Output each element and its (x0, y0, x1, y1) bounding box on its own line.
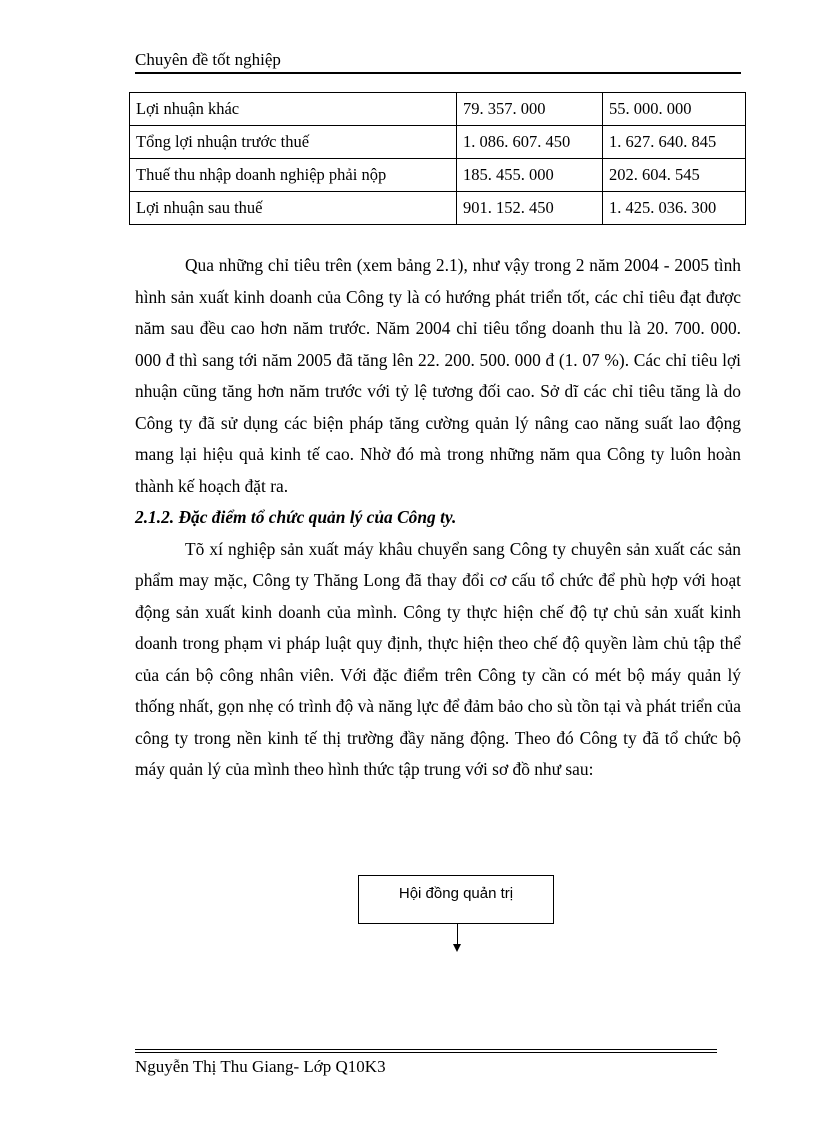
footer-divider-bottom (135, 1052, 717, 1053)
table-cell-2005: 1. 627. 640. 845 (603, 126, 746, 159)
financial-table (129, 92, 746, 225)
table-cell-2004: 901. 152. 450 (457, 192, 603, 225)
footer-divider-top (135, 1049, 717, 1050)
table-row (130, 159, 746, 192)
table-cell-2004: 185. 455. 000 (457, 159, 603, 192)
paragraph-organization: Tõ xí nghiệp sản xuất máy khâu chuyển sang Công ty chuyên sản xuất các sản phẩm may mặc, Công ty Thăng Long đã thay đổi cơ cấu tổ chức để phù hợp với hoạt động sản xuất kinh doanh của mình. Công ty thực hiện chế độ tự chủ sản xuất kinh doanh trong phạm vi pháp luật quy định, thực hiện theo chế độ quyền làm chủ tập thể của cán bộ công nhân viên. Với đặc điểm trên Công ty cần có mét bộ máy quản lý thống nhất, gọn nhẹ có trình độ và năng lực để đảm bảo cho sù tồn tại và phát triển của công ty trong nền kinh tế thị trường đầy năng động. Theo đó Công ty đã tổ chức bộ máy quản lý của mình theo hình thức tập trung với sơ đồ như sau: (135, 538, 741, 779)
table-cell-label: Lợi nhuận sau thuế (130, 192, 457, 225)
table-cell-label: Thuế thu nhập doanh nghiệp phải nộp (130, 159, 457, 192)
paragraph-analysis: Qua những chỉ tiêu trên (xem bảng 2.1), như vậy trong 2 năm 2004 - 2005 tình hình sản xuất kinh doanh của Công ty là có hướng phát triển tốt, các chỉ tiêu đạt được năm sau đều cao hơn năm trước. Năm 2004 chỉ tiêu tổng doanh thu là 20. 700. 000. 000 đ thì sang tới năm 2005 đã tăng lên 22. 200. 500. 000 đ (1. 07 %). Các chỉ tiêu lợi nhuận cũng tăng hơn năm trước với tỷ lệ tương đối cao. Sở dĩ các chỉ tiêu tăng là do Công ty đã sử dụng các biện pháp tăng cường quản lý nâng cao năng suất lao động mang lại hiệu quả kinh tế cao. Nhờ đó mà trong những năm qua Công ty luôn hoàn thành kế hoạch đặt ra. (135, 255, 741, 496)
table-row (130, 93, 746, 126)
body-text (135, 250, 741, 786)
table-cell-label: Tổng lợi nhuận trước thuế (130, 126, 457, 159)
org-chart-arrow-line (457, 924, 458, 944)
section-heading: 2.1.2. Đặc điểm tổ chức quản lý của Công ty. (135, 507, 457, 527)
org-chart-arrow-head (453, 944, 461, 952)
table-cell-label: Lợi nhuận khác (130, 93, 457, 126)
table-cell-2004: 79. 357. 000 (457, 93, 603, 126)
table-row (130, 126, 746, 159)
org-chart-board-box: Hội đồng quản trị (358, 875, 554, 924)
page-footer: Nguyễn Thị Thu Giang- Lớp Q10K3 (135, 1057, 386, 1076)
table-cell-2004: 1. 086. 607. 450 (457, 126, 603, 159)
table-cell-2005: 55. 000. 000 (603, 93, 746, 126)
table-row (130, 192, 746, 225)
table-cell-2005: 1. 425. 036. 300 (603, 192, 746, 225)
table-cell-2005: 202. 604. 545 (603, 159, 746, 192)
page-header: Chuyên đề tốt nghiệp (135, 50, 741, 74)
